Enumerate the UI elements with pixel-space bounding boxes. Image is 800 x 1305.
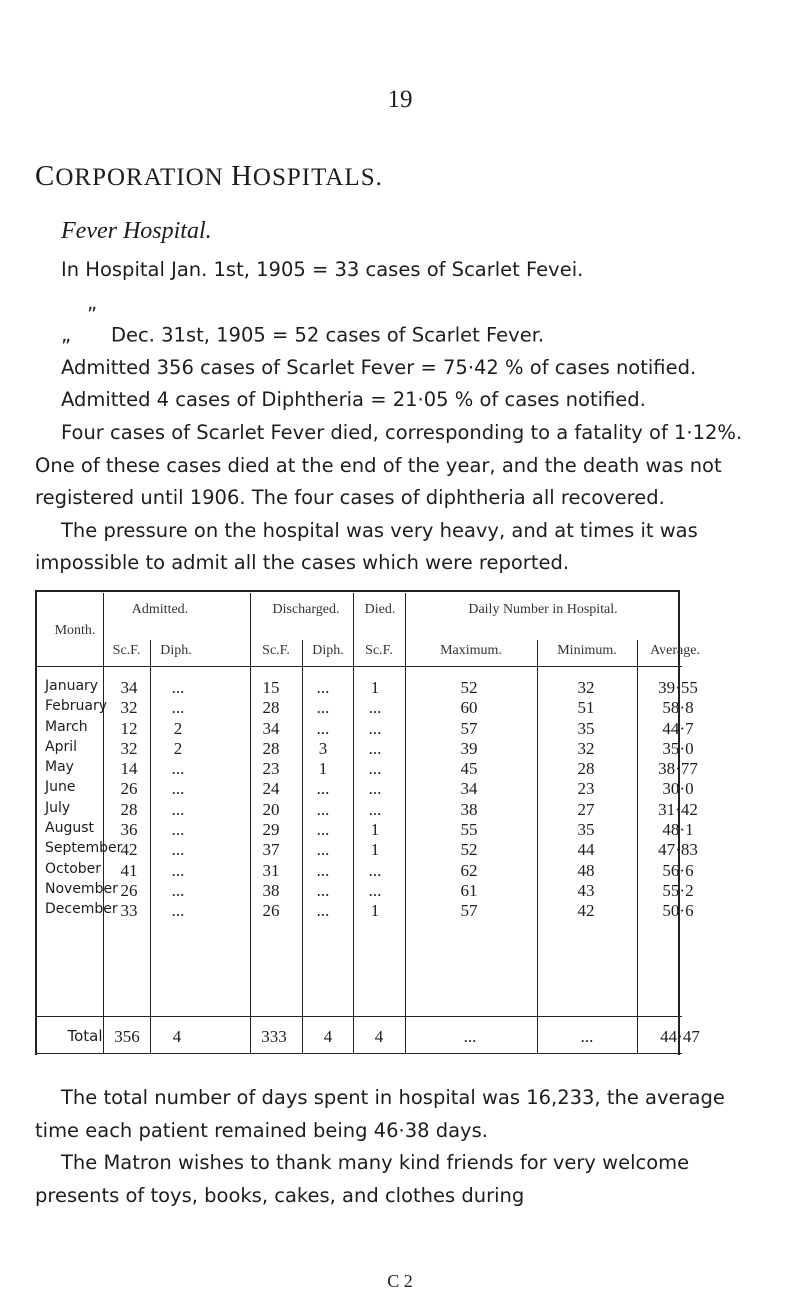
heading-initial-h: H [230,160,253,192]
cell-died: 1 [370,840,380,860]
cell-died: 1 [370,820,380,840]
cell-avg: 39·55 [658,678,698,697]
cell-adm-scf: 36 [120,820,138,840]
cell-adm-scf: 32 [120,698,138,718]
cell-dis-scf: 31 [262,860,280,880]
cell-dis-diph: ... [316,799,330,819]
header-minimum: Minimum. [557,643,617,658]
cell-max: 52 [460,678,478,697]
cell-max: 55 [460,820,478,840]
cell-adm-diph: ... [171,880,185,900]
intro-text [35,254,766,580]
cell-dis-diph: 1 [318,759,328,779]
cell-adm-diph: ... [171,678,185,697]
table-row [35,901,694,921]
cell-adm-scf: 34 [120,678,138,697]
cell-avg: 58·8 [662,698,694,718]
cell-adm-diph: ... [171,901,185,921]
cell-adm-scf: 12 [120,718,138,738]
cell-dis-scf: 26 [262,901,280,921]
cell-adm-diph: ... [171,820,185,840]
cell-month: April [45,738,77,755]
paragraph-7: The total number of days spent in hospital was 16,233, the average time each patient remained being 46·38 days. [35,1086,725,1142]
page-number: 19 [387,86,413,113]
cell-min: 32 [577,738,595,758]
paragraph-4: Admitted 4 cases of Diphtheria = 21·05 % of cases notified. [61,388,646,412]
table-row [35,718,694,739]
cell-month: March [45,718,88,735]
cell-month: February [45,698,108,715]
cell-died: ... [368,759,382,779]
bottom-rule [36,1053,682,1054]
cell-dis-scf: 23 [262,759,280,779]
cell-adm-scf: 26 [120,779,138,799]
cell-adm-diph: ... [171,799,185,819]
total-dis-scf: 333 [261,1027,287,1046]
cell-adm-diph: 2 [173,738,183,758]
heading-initial-c: C [35,160,56,192]
cell-month: May [45,759,74,776]
table-body [35,678,698,922]
paragraph-2 [35,287,766,352]
cell-min: 23 [577,779,595,799]
cell-adm-scf: 41 [120,860,138,880]
header-daily: Daily Number in Hospital. [468,602,618,617]
signature-mark: C 2 [387,1271,413,1291]
cell-adm-scf: 28 [120,799,138,819]
header-average: Average. [650,643,700,658]
cell-max: 34 [460,779,478,799]
cell-max: 57 [460,718,478,738]
cell-max: 45 [460,759,478,779]
header-adm-diph: Diph. [160,643,192,658]
cell-month: June [45,779,76,796]
table-row [35,799,698,820]
cell-died: ... [368,860,382,880]
section-heading [35,160,383,193]
cell-adm-diph: ... [171,860,185,880]
cell-adm-diph: ... [171,759,185,779]
ditto-marks: „ „ [61,290,98,347]
header-died-scf: Sc.F. [365,643,393,658]
header-admitted: Admitted. [131,602,189,617]
cell-month: July [45,799,71,816]
cell-avg: 35·0 [662,738,694,758]
total-died: 4 [374,1027,384,1046]
cell-adm-scf: 32 [120,738,138,758]
cell-min: 44 [577,840,595,860]
cell-dis-scf: 24 [262,779,280,799]
cell-dis-diph: ... [316,779,330,799]
paragraph-2-text: Dec. 31st, 1905 = 52 cases of Scarlet Fever. [111,323,545,347]
cell-max: 57 [460,901,478,921]
cell-month: August [45,820,94,837]
table-row [35,678,698,698]
cell-adm-scf: 14 [120,759,138,779]
cell-dis-diph: ... [316,860,330,880]
cell-avg: 47·83 [658,840,698,860]
header-discharged: Discharged. [272,602,340,617]
cell-max: 60 [460,698,478,718]
cell-dis-scf: 15 [262,678,280,697]
cell-dis-diph: ... [316,718,330,738]
cell-min: 42 [577,901,595,921]
cell-adm-scf: 26 [120,880,138,900]
total-average: 44·47 [660,1027,700,1046]
subheading: Fever Hospital. [61,218,212,244]
cell-avg: 38·77 [658,759,698,779]
table-row [35,759,698,779]
cell-max: 39 [460,738,478,758]
total-dis-diph: 4 [323,1027,333,1046]
cell-dis-scf: 34 [262,718,280,738]
header-maximum: Maximum. [440,643,502,658]
cell-avg: 55·2 [662,880,694,900]
cell-month: November [45,880,118,897]
cell-died: 1 [370,901,380,921]
cell-min: 32 [577,678,595,697]
cell-avg: 48·1 [662,820,694,840]
paragraph-3: Admitted 356 cases of Scarlet Fever = 75·42 % of cases notified. [61,355,697,379]
cell-dis-scf: 28 [262,698,280,718]
table-row [35,738,694,759]
cell-max: 38 [460,799,478,819]
cell-adm-diph: 2 [173,718,183,738]
total-min: ... [580,1027,594,1046]
cell-dis-diph: 3 [318,738,328,758]
cell-min: 51 [577,698,595,718]
cell-dis-diph: ... [316,698,330,718]
cell-died: ... [368,880,382,900]
cell-dis-scf: 28 [262,738,280,758]
cell-adm-scf: 33 [120,901,138,921]
cell-min: 48 [577,860,595,880]
table-row [35,820,694,840]
cell-max: 62 [460,860,478,880]
heading-part-2: OSPITALS. [252,164,383,191]
cell-avg: 31·42 [658,799,698,819]
cell-adm-scf: 42 [120,840,138,860]
paragraph-6: The pressure on the hospital was very heavy, and at times it was impossible to admit all the cases which were reported. [35,518,698,575]
cell-dis-scf: 20 [262,799,280,819]
cell-max: 52 [460,840,478,860]
total-adm-diph: 4 [172,1027,182,1046]
cell-dis-diph: ... [316,840,330,860]
cell-avg: 44·7 [662,718,694,738]
cell-adm-diph: ... [171,698,185,718]
totals-row [35,1027,700,1051]
table-row [35,779,694,799]
header-dis-diph: Diph. [312,643,344,658]
cell-avg: 56·6 [662,860,694,880]
cell-avg: 30·0 [662,779,694,799]
cell-adm-diph: ... [171,779,185,799]
cell-month: December [45,901,118,918]
cell-min: 27 [577,799,595,819]
cell-max: 61 [460,880,478,900]
cell-died: ... [368,779,382,799]
cell-dis-diph: ... [316,678,330,697]
cell-min: 28 [577,759,595,779]
table-row [35,860,694,881]
cell-died: ... [368,799,382,819]
header-month: Month. [54,623,96,638]
total-label: Total [67,1027,103,1045]
heading-part-1: ORPORATION [55,164,231,191]
cell-avg: 50·6 [662,901,694,921]
table-row [35,840,698,860]
paragraph-1: In Hospital Jan. 1st, 1905 = 33 cases of Scarlet Fevei. [61,258,584,281]
cell-dis-diph: ... [316,901,330,921]
cell-dis-diph: ... [316,880,330,900]
cell-month: January [45,678,99,694]
total-max: ... [463,1027,477,1046]
cell-min: 35 [577,820,595,840]
cell-min: 35 [577,718,595,738]
table-row [35,698,694,718]
total-adm-scf: 356 [114,1027,140,1046]
header-adm-scf: Sc.F. [112,643,141,658]
table-row [35,880,694,901]
total-rule [36,1016,682,1017]
header-rule [36,666,682,667]
cell-dis-scf: 37 [262,840,280,860]
cell-month: October [45,860,102,877]
cell-min: 43 [577,880,595,900]
cell-dis-scf: 38 [262,880,280,900]
cell-died: ... [368,738,382,758]
cell-died: ... [368,698,382,718]
cell-month: September [45,840,123,857]
closing-text [35,1082,766,1212]
cell-adm-diph: ... [171,840,185,860]
cell-died: ... [368,718,382,738]
header-dis-scf: Sc.F. [262,643,290,658]
cell-dis-diph: ... [316,820,330,840]
paragraph-5: Four cases of Scarlet Fever died, corresponding to a fatality of 1·12%. One of these cases died at the end of the year, and the death was not registered until 1906. The four cases of diphtheria all recovered. [35,420,743,510]
paragraph-8: The Matron wishes to thank many kind friends for very welcome presents of toys, books, cakes, and clothes during [35,1151,690,1207]
cell-dis-scf: 29 [262,820,280,840]
header-died: Died. [364,602,396,617]
cell-died: 1 [370,678,380,697]
